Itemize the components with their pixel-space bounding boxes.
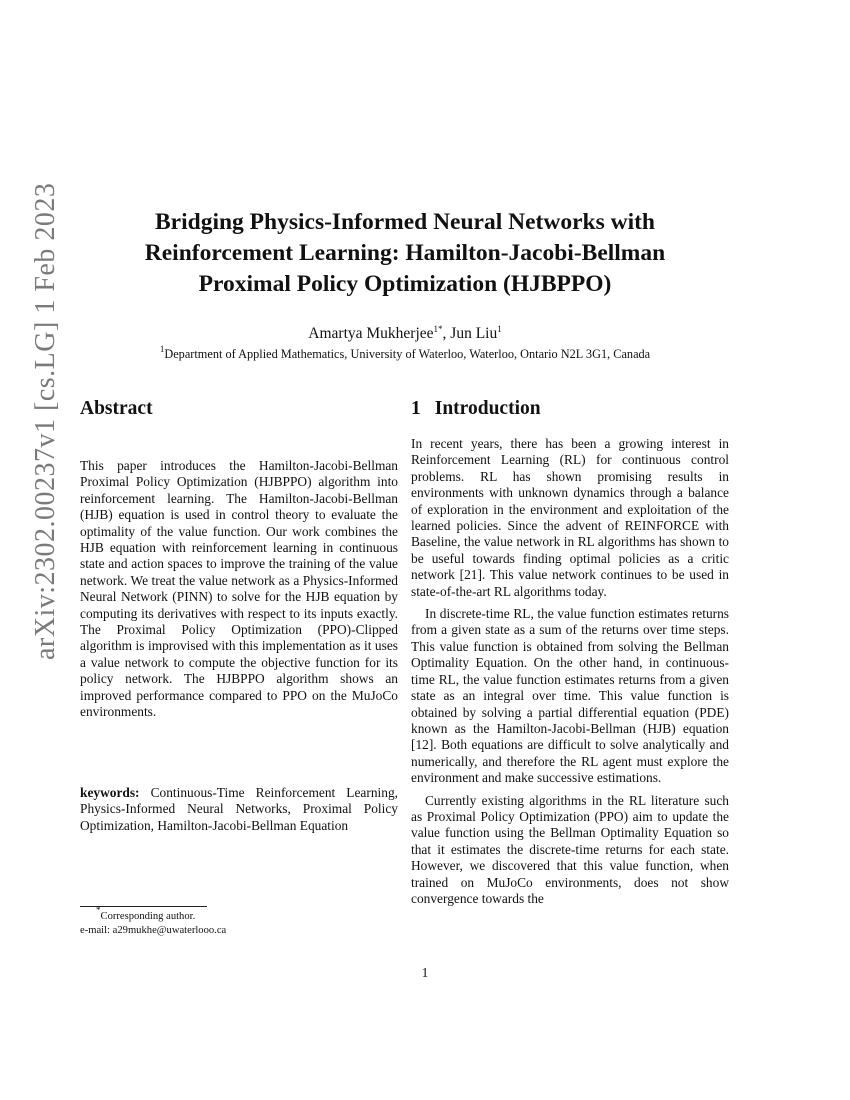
footnote-text: Corresponding author. xyxy=(100,911,196,922)
title-line: Proximal Policy Optimization (HJBPPO) xyxy=(198,271,612,297)
author-affiliation-mark: 1 xyxy=(497,324,502,334)
author-separator: , xyxy=(442,325,451,342)
abstract-heading: Abstract xyxy=(80,398,153,419)
abstract-section xyxy=(80,458,398,721)
author-name: Jun Liu xyxy=(450,325,498,342)
title-line: Reinforcement Learning: Hamilton-Jacobi-Bellman xyxy=(144,240,666,266)
arxiv-identifier-stamp: arXiv:2302.00237v1 [cs.LG] 1 Feb 2023 xyxy=(30,182,61,660)
affiliation-text: Department of Applied Mathematics, University of Waterloo, Waterloo, Ontario N2L 3G1, Canada xyxy=(164,347,651,361)
footnotes xyxy=(80,905,227,937)
intro-paragraph: Currently existing algorithms in the RL literature such as Proximal Policy Optimization (PPO) aim to update the value function using the Bellman Optimality Equation so that it estimates the discrete-time returns for each state. However, we discovered that this value function, when trained on MuJoCo environments, does not show convergence towards the xyxy=(411,792,729,906)
footnote-mark: * xyxy=(96,905,101,915)
introduction-section xyxy=(411,436,729,907)
introduction-heading xyxy=(411,398,729,420)
keywords-label: keywords: xyxy=(80,785,140,800)
section-number: 1 xyxy=(411,398,421,419)
footnote-email: e-mail: a29mukhe@uwaterlooo.ca xyxy=(80,924,227,936)
affiliation-mark: 1 xyxy=(159,344,165,354)
author-affiliation-mark: 1* xyxy=(433,324,443,334)
page-number: 1 xyxy=(421,965,429,980)
title-line: Bridging Physics-Informed Neural Networks with xyxy=(154,209,656,235)
footnote-corresponding xyxy=(80,905,226,924)
section-title: Introduction xyxy=(434,398,541,419)
keywords-text: Continuous-Time Reinforcement Learning, Physics-Informed Neural Networks, Proximal Policy Optimization, Hamilton-Jacobi-Bellman Equation xyxy=(80,785,398,833)
author-list xyxy=(80,325,730,343)
author-name: Amartya Mukherjee xyxy=(308,325,434,342)
abstract-text: This paper introduces the Hamilton-Jacobi-Bellman Proximal Policy Optimization (HJBPPO) algorithm into reinforcement learning. The Hamilton-Jacobi-Bellman (HJB) equation is used in control theory to evaluate the optimality of the value function. Our work combines the HJB equation with reinforcement learning in continuous state and action spaces to improve the training of the value network. We treat the value network as a Physics-Informed Neural Network (PINN) to solve for the HJB equation by computing its derivatives with respect to its inputs exactly. The Proximal Policy Optimization (PPO)-Clipped algorithm is improvised with this implementation as it uses a value network to compute the objective function for its policy network. The HJBPPO algorithm shows an improved performance compared to PPO on the MuJoCo environments. xyxy=(80,458,398,720)
paper-title xyxy=(80,207,730,300)
intro-paragraph: In recent years, there has been a growing interest in Reinforcement Learning (RL) for continuous control problems. RL has shown promising results in environments with unknown dynamics through a balance of exploration in the environment and exploitation of the learned policies. Since the advent of REINFORCE with Baseline, the value network in RL algorithms has shown to be useful towards finding optimal policies as a critic network [21]. This value network continues to be used in state-of-the-art RL algorithms today. xyxy=(411,436,729,599)
keywords-section xyxy=(80,785,398,834)
intro-paragraph: In discrete-time RL, the value function estimates returns from a given state as a sum of the returns over time steps. This value function is obtained from solving the Bellman Optimality Equation. On the other hand, in continuous-time RL, the value function estimates returns from a given state as an integral over time. This value function is obtained by solving a partial differential equation (PDE) known as the Hamilton-Jacobi-Bellman (HJB) equation [12]. Both equations are difficult to solve analytically and numerically, and therefore the RL agent must explore the environment and make successive estimations. xyxy=(411,606,729,786)
affiliation xyxy=(80,344,730,362)
